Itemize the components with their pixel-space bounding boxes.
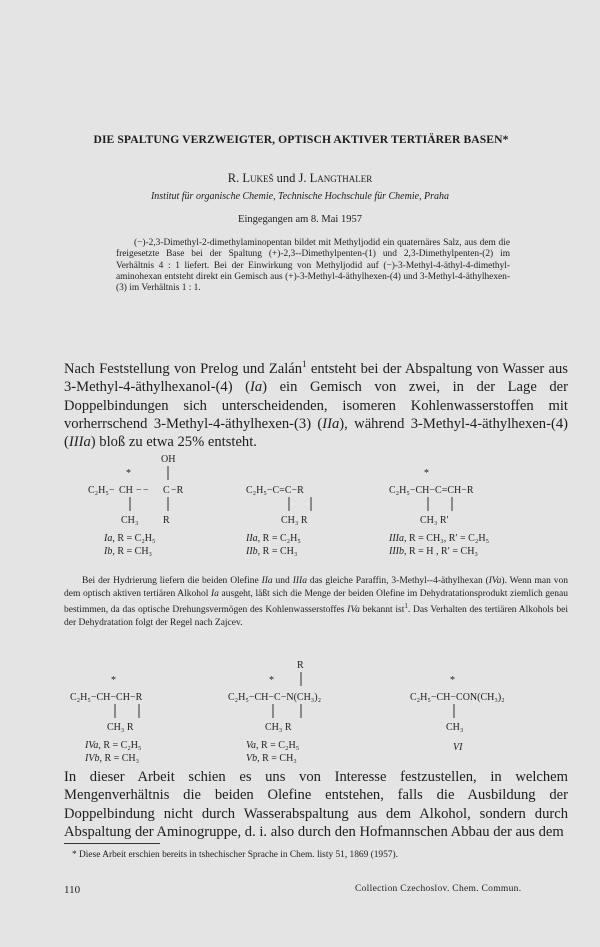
f5-label-1	[246, 740, 299, 751]
f3-sub: CH₃ R′	[420, 515, 449, 526]
f5-label-2	[246, 753, 297, 764]
f2-lbl2-it: IIb	[246, 546, 258, 557]
page-number: 110	[64, 884, 81, 896]
p1-a: Nach Feststellung von Prelog und Zalán	[64, 360, 303, 377]
f1-dash2: −	[143, 485, 149, 496]
paper-title: DIE SPALTUNG VERZWEIGTER, OPTISCH AKTIVER TERTIÄRER BASEN*	[93, 133, 509, 146]
f1-lbl1-it: Ia	[104, 533, 113, 544]
f3-main: C₂H₅−CH−C=CH−R	[389, 485, 474, 496]
p1-a-sup: 1	[302, 359, 307, 369]
body-paragraph-1	[64, 355, 568, 452]
f4-lbl2: , R = CH₃	[99, 753, 140, 764]
p2-b-it: IIIa	[292, 576, 307, 586]
f5-lbl1: , R = C₂H₅	[256, 740, 300, 751]
p2-c: das gleiche Paraffin, 3-Methyl--4-äthylhexan (	[306, 576, 489, 586]
f6-sub: CH₃	[446, 722, 464, 733]
p2-d-it: Ia	[211, 588, 219, 599]
f5-top: R	[297, 660, 304, 671]
formula-IV	[70, 675, 143, 764]
institute: Institut für organische Chemie, Technische Hochschule für Chemie, Praha	[150, 191, 450, 202]
p2-f-sup: 1	[404, 602, 408, 610]
p1-c-it: IIa	[322, 416, 340, 433]
f2-lbl2: , R = CH₃	[257, 546, 298, 557]
formula-V	[228, 660, 321, 764]
f6-label: VI	[453, 742, 463, 753]
f3-star: *	[424, 468, 429, 479]
author2-initial: J.	[298, 171, 307, 185]
p2-a: Bei der Hydrierung liefern die beiden Olefine	[82, 576, 262, 586]
f3-lbl2: , R = H , R′ = CH₃	[404, 546, 478, 557]
f2-main: C₂H₅−C=C−R	[246, 485, 304, 496]
formula-II	[245, 485, 311, 557]
body-paragraph-2	[64, 575, 568, 629]
f1-chain-a: C₂H₅−	[88, 485, 115, 496]
authors	[0, 171, 600, 186]
f3-lbl1: , R = CH₃, R′ = C₂H₅	[404, 533, 490, 544]
p2-g: . Das Verhalten des tertiären Alkohols bei der Dehydratation folgt der Regel nach Zajcev.	[64, 605, 568, 628]
f4-lbl1-it: IVa	[85, 740, 99, 751]
author1-initial: R.	[227, 171, 240, 185]
f4-lbl1: , R = C₂H₅	[98, 740, 142, 751]
p1-b-it: Ia	[250, 379, 263, 396]
abstract: (−)-2,3-Dimethyl-2-dimethylaminopentan bildet mit Methyljodid ein quaternäres Salz, aus dem die freigesetzte Base bei der Spaltung (+)-2,3--Dimethylpenten-(1) und 2,3-Dimethylpenten-(2) im Verhältnis 4 : 1 liefert. Bei der Einwirkung von Methyljodid auf (−)-3-Methyl-4-äthyl-4-dimethyl-aminohexan entsteht direkt ein Gemisch aus (+)-3-Methyl-4-äthylhexen-(4) und 3-Methyl-4-äthylhexen-(3) im Verhältnis 1 : 1.	[116, 238, 510, 294]
f4-sub: CH₃ R	[107, 722, 134, 733]
f4-lbl2-it: IVb	[85, 753, 100, 764]
f2-sub: CH₃ R	[281, 515, 308, 526]
p1-c: ) ein Gemisch von zwei, in der Lage der Doppelbindungen sich unterscheidenden, isomeren Kohlenwasserstoffen mit vorherrschend 3-Methyl-4-äthylhexen-(3) (	[64, 379, 568, 433]
p1-d: ), während 3-Methyl-4-äthylhexen-(4) (	[64, 416, 568, 451]
p2-e-it: IVa	[347, 605, 360, 616]
f5-lbl2-it: Vb	[246, 753, 258, 764]
p1-e: ) bloß zu etwa 25% entsteht.	[90, 434, 257, 451]
f4-label-2	[84, 753, 139, 764]
footnote: * Diese Arbeit erschien bereits in tshechischer Sprache in Chem. listy 51, 1869 (1957).	[72, 850, 398, 860]
f4-star: *	[111, 675, 116, 686]
f1-lbl1: , R = C₂H₅	[112, 533, 156, 544]
f1-oh: OH	[161, 454, 176, 465]
f1-sub-ch3: CH₃	[121, 515, 139, 526]
f1-ch: CH	[119, 485, 133, 496]
f3-lbl1-it: IIIa	[389, 533, 404, 544]
f2-label-1	[245, 533, 301, 544]
f6-star: *	[450, 675, 455, 686]
f3-label-2	[388, 546, 478, 557]
f1-lbl2: , R = CH₃	[112, 546, 153, 557]
author1-name: Lukeš	[242, 171, 274, 185]
f2-lbl1-it: IIa	[246, 533, 258, 544]
p2-f: bekannt ist	[359, 605, 405, 616]
formula-III	[388, 468, 489, 557]
formula-I	[88, 454, 184, 557]
f4-main: C₂H₅−CH−CH−R	[70, 692, 143, 703]
f1-star: *	[126, 468, 131, 479]
f5-main: C₂H₅−CH−C−N(CH₃)₂	[228, 692, 322, 703]
received-date: Eingegangen am 8. Mai 1957	[238, 214, 362, 225]
f6-main: C₂H₅−CH−CON(CH₃)₂	[410, 692, 505, 703]
author2-name: Langthaler	[309, 171, 373, 185]
f1-lbl2-it: Ib	[104, 546, 113, 557]
f2-label-2	[245, 546, 297, 557]
f1-label-2	[103, 546, 152, 557]
f1-dash: −	[136, 485, 142, 496]
p2-d: ). Wenn man von dem optisch aktiven tertiären Alkohol	[64, 576, 568, 599]
f5-lbl2: , R = CH₃	[257, 753, 297, 764]
p1-b: entsteht bei der Abspaltung von Wasser aus 3-Methyl-4-äthylhexanol-(4) (	[64, 360, 568, 396]
f1-sub-r: R	[163, 515, 170, 526]
f1-r: −R	[171, 485, 184, 496]
f2-lbl1: , R = C₂H₅	[257, 533, 301, 544]
p2-a-it: IIa	[261, 576, 273, 586]
body-paragraph-3: In dieser Arbeit schien es uns von Interesse festzustellen, in welchem Mengenverhältnis die beiden Olefine entstehen, falls die Ausbildung der Doppelbindung nicht durch Wasserabspaltung aus dem Alkohol, sondern durch Abspaltung der Aminogruppe, d. i. also durch den Hofmannschen Abbau der aus dem	[64, 769, 568, 841]
p1-d-it: IIIa	[68, 434, 91, 451]
p2-e: ausgeht, läßt sich die Menge der beiden Olefine im Dehydratationsprodukt ziemlich genau bestimmen, da das optische Drehungsvermögen des Kohlenwasserstoffes	[64, 588, 568, 616]
journal-name: Collection Czechoslov. Chem. Commun.	[355, 884, 522, 894]
authors-conj: und	[276, 171, 296, 185]
footnote-rule	[64, 843, 160, 844]
f1-c: C	[163, 485, 170, 496]
f5-star: *	[269, 675, 274, 686]
f5-lbl1-it: Va	[246, 740, 256, 751]
f5-sub: CH₃ R	[265, 722, 292, 733]
f1-label-1	[103, 533, 156, 544]
f4-label-1	[84, 740, 142, 751]
f3-label-1	[388, 533, 489, 544]
p2-b: und	[272, 576, 293, 586]
f3-lbl2-it: IIIb	[389, 546, 404, 557]
formula-VI	[410, 675, 505, 753]
p2-c-it: IVa	[488, 576, 502, 586]
